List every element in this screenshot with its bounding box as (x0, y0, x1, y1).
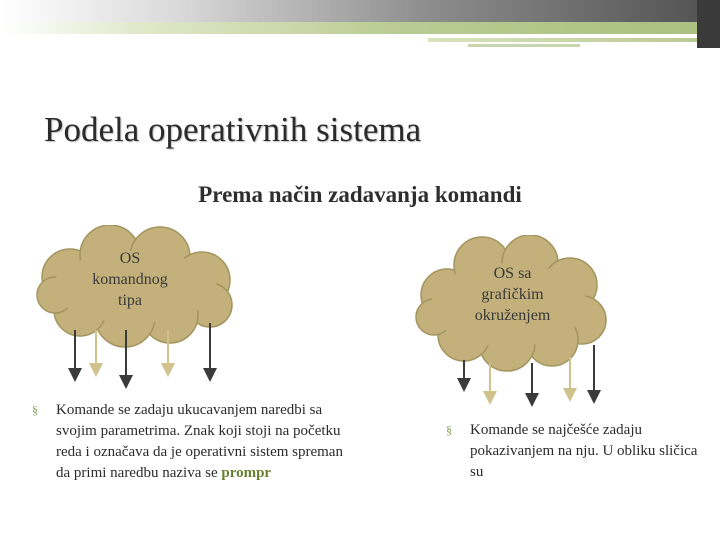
left-bullet-list (32, 400, 352, 484)
right-cloud-label (445, 263, 580, 326)
header-corner-block (697, 0, 720, 48)
right-cloud-line: grafičkim (481, 286, 544, 303)
right-bullet-text: Komande se najčešće zadaju pokazivanjem na nju. U obliku sličica su (470, 422, 698, 480)
header-gray-band (0, 0, 720, 22)
left-cloud-line: komandnog (92, 271, 168, 288)
bullet-icon: § (32, 403, 38, 417)
header-accent-line (428, 38, 720, 42)
right-cloud-line: OS sa (493, 265, 532, 282)
left-bullet-text: Komande se zadaju ukucavanjem naredbi sa svojim parametrima. Znak koji stoji na početku reda i označava da je operativni sistem spreman da primi naredbu naziva se (56, 402, 343, 481)
header-accent-line-short (468, 44, 580, 47)
left-bullet-item (32, 400, 352, 484)
header-decoration (0, 0, 720, 48)
right-bullet-item (446, 420, 711, 483)
prompt-term: prompr (221, 465, 272, 481)
right-bullet-list (446, 420, 711, 483)
header-green-band (0, 22, 720, 34)
left-cloud-line: tipa (118, 292, 142, 309)
left-cloud-label (60, 248, 200, 311)
left-cloud-line: OS (119, 250, 141, 267)
slide-subtitle: Prema način zadavanja komandi (198, 182, 522, 207)
bullet-icon: § (446, 423, 452, 437)
right-cloud-line: okruženjem (474, 307, 551, 324)
slide-title: Podela operativnih sistema (44, 110, 422, 149)
